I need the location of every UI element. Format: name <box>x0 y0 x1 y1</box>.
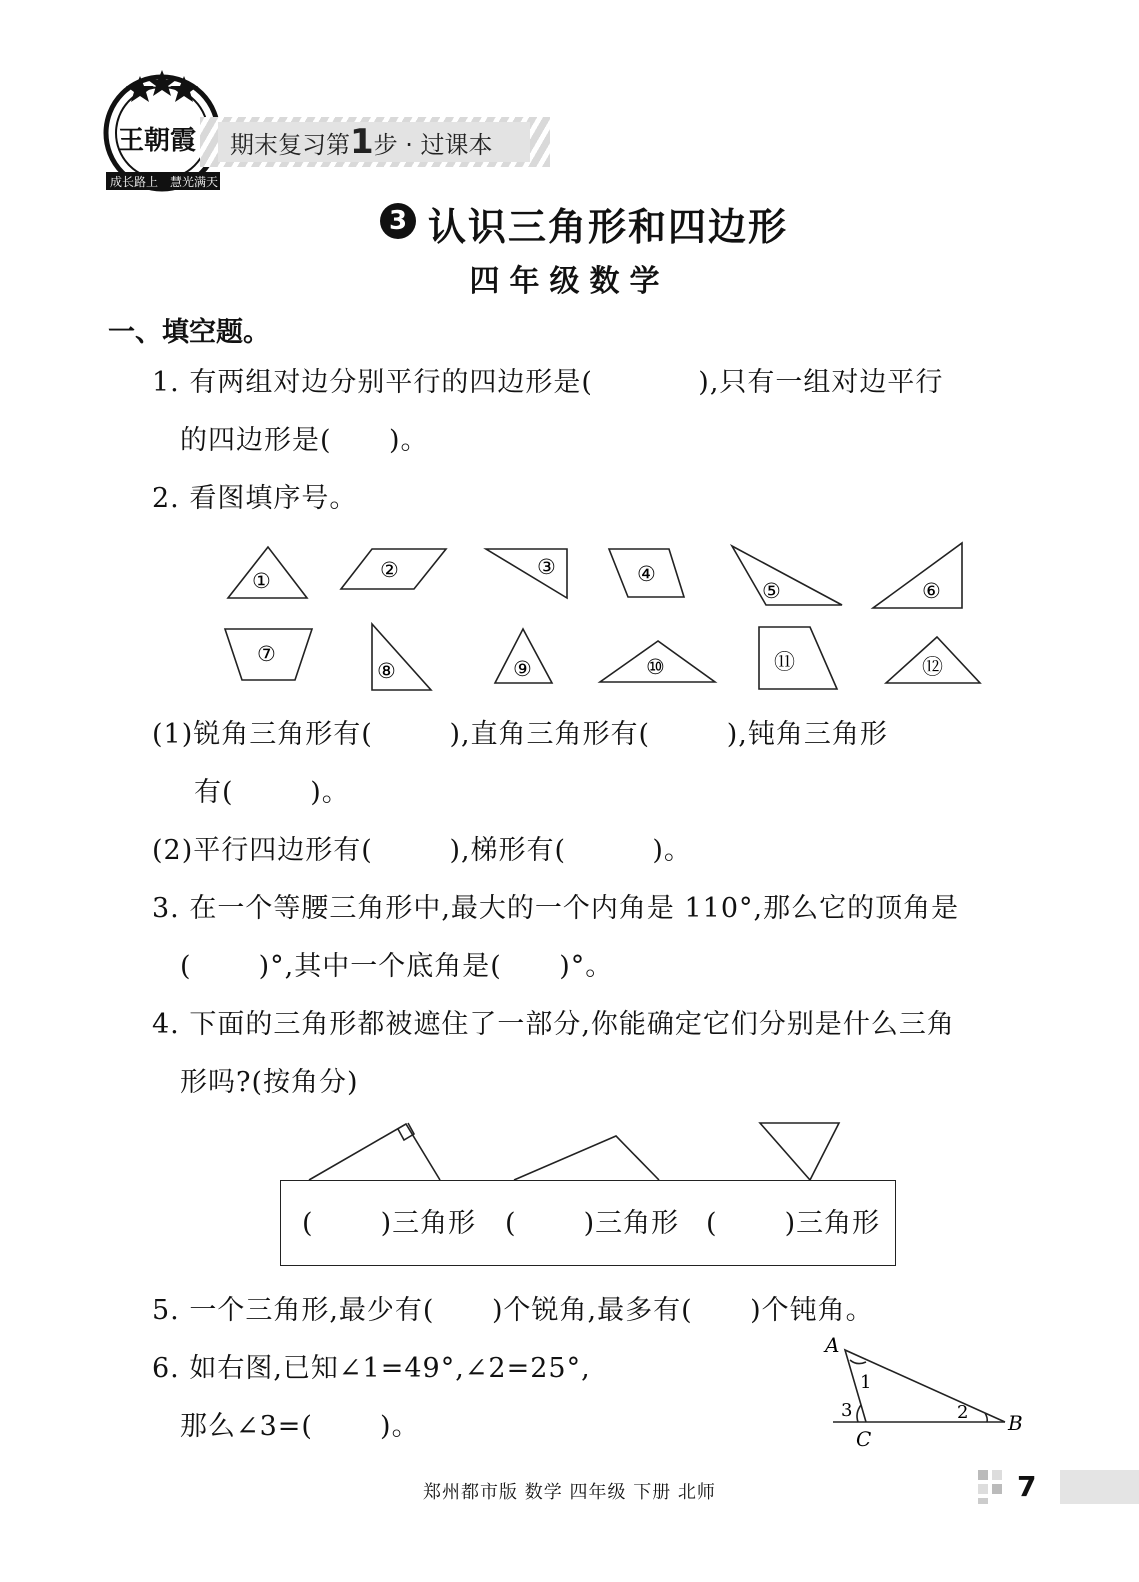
footer-edition: 郑州都市版 数学 四年级 下册 北师 <box>423 1482 716 1503</box>
shape-label-1: ① <box>252 569 271 593</box>
shape-label-5: ⑤ <box>762 579 781 603</box>
label-A: A <box>825 1333 840 1357</box>
q2-sub1-line1: (1)锐角三角形有( ),直角三角形有( ),钝角三角形 <box>152 719 888 750</box>
q2-sub1-line2: 有( )。 <box>194 777 350 808</box>
footer-corner-blocks <box>978 1470 1018 1510</box>
label-angle-3: 3 <box>841 1400 853 1421</box>
shape-label-4: ④ <box>637 562 656 586</box>
shape-label-3: ③ <box>537 555 556 579</box>
shape-label-10: ⑩ <box>646 655 665 679</box>
q2-sub2: (2)平行四边形有( ),梯形有( )。 <box>152 835 692 866</box>
q1-line1: 1. 有两组对边分别平行的四边形是( ),只有一组对边平行 <box>152 367 944 398</box>
q4-line1: 4. 下面的三角形都被遮住了一部分,你能确定它们分别是什么三角 <box>152 1009 955 1040</box>
q6-line1: 6. 如右图,已知∠1=49°,∠2=25°, <box>152 1353 591 1384</box>
page-subtitle: 四年级数学 <box>469 264 670 299</box>
q4-answer-2: ( )三角形 <box>505 1208 680 1239</box>
page-number: 7 <box>1017 1470 1037 1503</box>
logo-name: 王朝霞 <box>118 126 197 156</box>
page-title: 认识三角形和四边形 <box>428 205 789 249</box>
q6-line2: 那么∠3=( )。 <box>180 1411 420 1442</box>
logo-tagline-left: 成长路上 <box>110 175 159 189</box>
q4-answer-1: ( )三角形 <box>302 1208 477 1239</box>
title-number-badge: 3 <box>380 203 416 239</box>
q4-line2: 形吗?(按角分) <box>180 1067 359 1098</box>
shape-label-8: ⑧ <box>377 659 396 683</box>
shape-label-9: ⑨ <box>513 657 532 681</box>
shape-label-12: ⑫ <box>922 655 943 679</box>
q3-line1: 3. 在一个等腰三角形中,最大的一个内角是 110°,那么它的顶角是 <box>152 893 960 924</box>
shape-label-11: ⑪ <box>774 650 795 674</box>
shape-label-7: ⑦ <box>257 642 276 666</box>
step-suffix: 步 · 过课本 <box>373 131 493 159</box>
step-prefix: 期末复习第 <box>230 131 350 159</box>
label-angle-2: 2 <box>957 1402 969 1423</box>
section-heading: 一、填空题。 <box>108 317 270 348</box>
label-B: B <box>1008 1411 1023 1435</box>
shape-label-2: ② <box>380 558 399 582</box>
q5-line1: 5. 一个三角形,最少有( )个锐角,最多有( )个钝角。 <box>152 1295 874 1326</box>
step-number: 1 <box>350 122 374 162</box>
label-angle-1: 1 <box>860 1372 872 1393</box>
footer-gray-bar <box>1060 1470 1139 1504</box>
label-C: C <box>856 1427 872 1451</box>
shape-label-6: ⑥ <box>922 579 941 603</box>
q1-line2: 的四边形是( )。 <box>180 425 429 456</box>
q4-answer-3: ( )三角形 <box>706 1208 881 1239</box>
logo-tagline-right: 慧光满天 <box>170 175 219 189</box>
q3-line2: ( )°,其中一个底角是( )°。 <box>180 951 614 982</box>
q2-line1: 2. 看图填序号。 <box>152 483 358 514</box>
